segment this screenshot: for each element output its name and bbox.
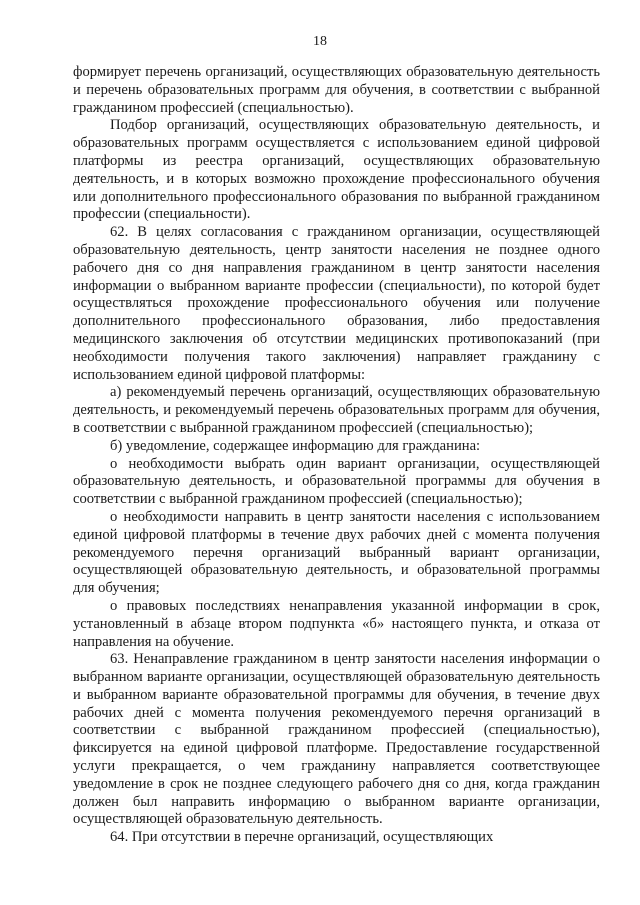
paragraph-subitem-a: а) рекомендуемый перечень организаций, осуществляющих образовательную деятельность, и рекомендуемый перечень образовательных программ для обучения, в соответствии с выбранной гражданином профессией (специальностью); [73,384,600,436]
paragraph-selection-of-organizations: Подбор организаций, осуществляющих образовательную деятельность, и образовательных программ осуществляется с использованием единой цифровой платформы из реестра организаций, осуществляющих образовательную деятельность, и в которых возможно прохождение профессионального обучения или дополнительного профессионального образования по выбранной гражданином профессии (специальности). [73,117,600,223]
paragraph-continuation: формирует перечень организаций, осуществляющих образовательную деятельность и перечень образовательных программ для обучения, в соответствии с выбранной гражданином профессией (специальностью). [73,64,600,116]
paragraph-item-64: 64. При отсутствии в перечне организаций, осуществляющих [110,829,494,846]
paragraph-item-62: 62. В целях согласования с гражданином организации, осуществляющей образовательную деятельность, центр занятости населения не позднее одного рабочего дня со дня направления гражданином в центр занятости населения информации о выбранном варианте профессии (специальности), по которой будет осуществляться прохождение профессионального обучения или получение дополнительного профессионального образования, либо предоставления медицинского заключения об отсутствии медицинских противопоказаний (при необходимости получения такого заключения) направляет гражданину с использованием единой цифровой платформы: [73,224,600,383]
paragraph-notice-legal-consequences: о правовых последствиях ненаправления указанной информации в срок, установленный в абзаце втором подпункта «б» настоящего пункта, и отказа от направления на обучение. [73,597,600,650]
paragraph-item-63: 63. Ненаправление гражданином в центр занятости населения информации о выбранном варианте организации, осуществляющей образовательную деятельность и выбранном варианте образовательной программы для обучения, в течение двух рабочих дней с момента получения рекомендуемого перечня организаций в соответствии с выбранной гражданином профессией (специальностью), фиксируется на единой цифровой платформе. Предоставление государственной услуги прекращается, о чем гражданину направляется соответствующее уведомление в срок не позднее следующего рабочего дня со дня, когда гражданин должен был направить информацию о выбранном варианте организации, осуществляющей образовательную деятельность. [73,651,600,828]
paragraph-notice-choose-option: о необходимости выбрать один вариант организации, осуществляющей образовательную деятельность, и образовательной программы для обучения в соответствии с выбранной гражданином профессией (специальностью); [73,455,600,508]
page-number: 18 [313,34,327,49]
paragraph-notice-send-option: о необходимости направить в центр занятости населения с использованием единой цифровой платформы в течение двух рабочих дней с момента получения рекомендуемого перечня организаций выбранный вариант организации, осуществляющей образовательную деятельность, и образовательной программы для обучения; [73,508,600,597]
paragraph-subitem-b: б) уведомление, содержащее информацию для гражданина: [110,437,481,454]
document-body [73,64,600,847]
